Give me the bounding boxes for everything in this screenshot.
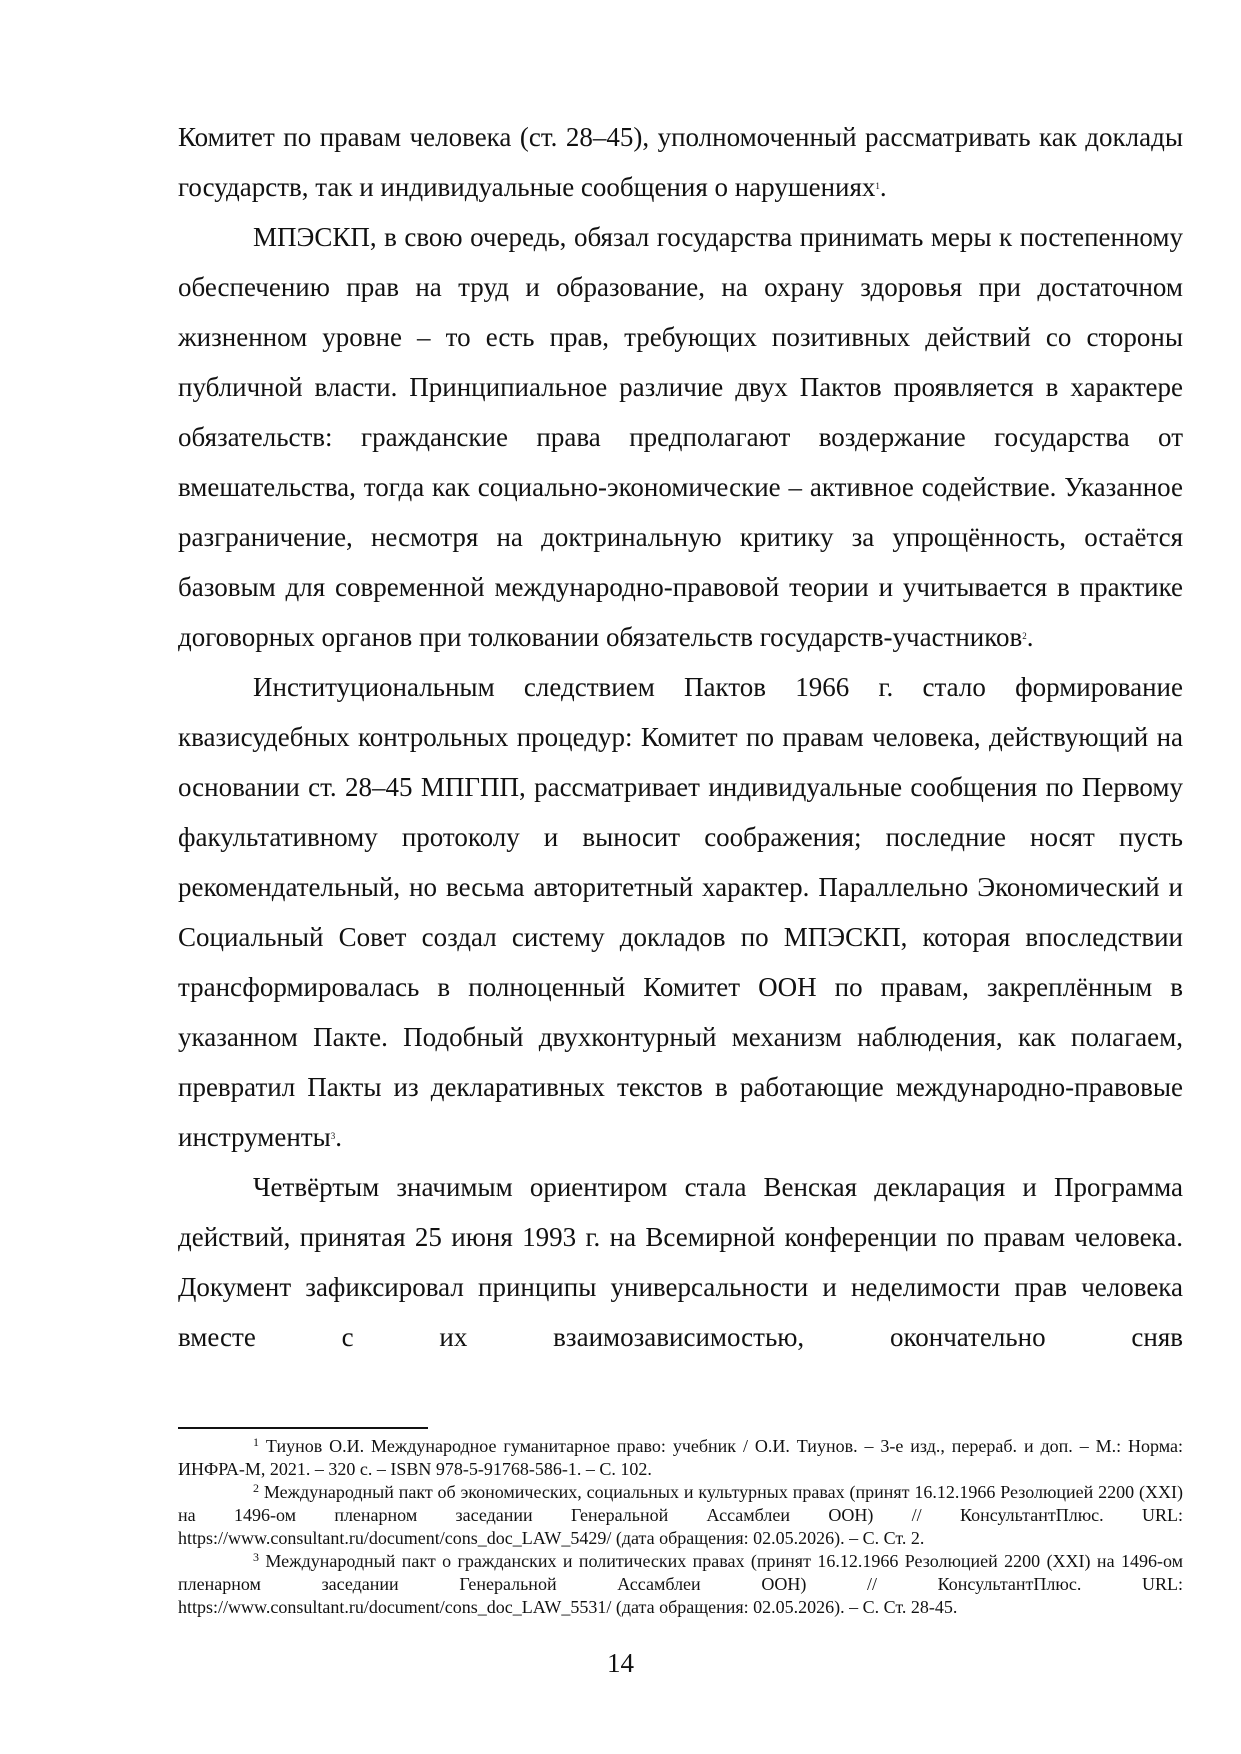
footnote-3 bbox=[178, 1550, 1183, 1619]
page-number: 14 bbox=[607, 1648, 634, 1678]
document-body bbox=[178, 112, 1183, 1362]
paragraph-2-text: МПЭСКП, в свою очередь, обязал государства принимать меры к постепенному обеспечению прав на труд и образование, на охрану здоровья при достаточном жизненном уровне – то есть прав, требующих позитивных действий со стороны публичной власти. Принципиальное различие двух Пактов проявляется в характере обязательств: гражданские права предполагают воздержание государства от вмешательства, тогда как социально-экономические – активное содействие. Указанное разграничение, несмотря на доктринальную критику за упрощённость, остаётся базовым для современной международно-правовой теории и учитывается в практике договорных органов при толковании обязательств государств-участников bbox=[178, 222, 1183, 652]
paragraph-3 bbox=[178, 662, 1183, 1162]
footnote-separator bbox=[178, 1427, 428, 1429]
paragraph-4: Четвёртым значимым ориентиром стала Венская декларация и Программа действий, принятая 25 июня 1993 г. на Всемирной конференции по правам человека. Документ зафиксировал принципы универсальности и неделимости прав человека вместе с их взаимозависимостью, окончательно сняв bbox=[178, 1172, 1183, 1352]
paragraph-2-end: . bbox=[1026, 622, 1034, 652]
footnote-2-text: Международный пакт об экономических, социальных и культурных правах (принят 16.12.1966 Резолюцией 2200 (XXI) на 1496-ом пленарном заседании Генеральной Ассамблеи ООН) // КонсультантПлюс. URL: https://www.consultant.ru/document/cons_doc_LAW_5429/ (дата обращения: 02.05.2026). – С. Ст. 2. bbox=[178, 1482, 1183, 1548]
footnote-ref-2[interactable]: 2 bbox=[1022, 631, 1027, 641]
footnote-3-number: 3 bbox=[253, 1550, 259, 1564]
footnote-2 bbox=[178, 1481, 1183, 1550]
footnote-ref-1[interactable]: 1 bbox=[875, 181, 880, 191]
footnotes bbox=[178, 1427, 1183, 1619]
paragraph-2 bbox=[178, 212, 1183, 662]
footnote-2-number: 2 bbox=[253, 1481, 259, 1495]
footnote-3-text: Международный пакт о гражданских и политических правах (принят 16.12.1966 Резолюцией 2200 (XXI) на 1496-ом пленарном заседании Генеральной Ассамблеи ООН) // КонсультантПлюс. URL: https://www.consultant.ru/document/cons_doc_LAW_5531/ (дата обращения: 02.05.2026). – С. Ст. 28-45. bbox=[178, 1551, 1183, 1617]
paragraph-1-end: . bbox=[879, 172, 887, 202]
paragraph-1-text: Комитет по правам человека (ст. 28–45), уполномоченный рассматривать как доклады государств, так и индивидуальные сообщения о нарушениях bbox=[178, 122, 1183, 202]
footnote-1 bbox=[178, 1435, 1183, 1481]
paragraph-3-text: Институциональным следствием Пактов 1966 г. стало формирование квазисудебных контрольных процедур: Комитет по правам человека, действующий на основании ст. 28–45 МПГПП, рассматривает индивидуальные сообщения по Первому факультативному протоколу и выносит соображения; последние носят пусть рекомендательный, но весьма авторитетный характер. Параллельно Экономический и Социальный Совет создал систему докладов по МПЭСКП, которая впоследствии трансформировалась в полноценный Комитет ООН по правам, закреплённым в указанном Пакте. Подобный двухконтурный механизм наблюдения, как полагаем, превратил Пакты из декларативных текстов в работающие международно-правовые инструменты bbox=[178, 672, 1183, 1152]
paragraph-3-end: . bbox=[335, 1122, 343, 1152]
footnote-1-number: 1 bbox=[253, 1435, 259, 1449]
footnote-1-text: Тиунов О.И. Международное гуманитарное право: учебник / О.И. Тиунов. – 3-е изд., перераб. и доп. – М.: Норма: ИНФРА-М, 2021. – 320 с. – ISBN 978-5-91768-586-1. – С. 102. bbox=[178, 1436, 1184, 1479]
paragraph-1 bbox=[178, 112, 1183, 212]
footnote-ref-3[interactable]: 3 bbox=[330, 1131, 336, 1141]
